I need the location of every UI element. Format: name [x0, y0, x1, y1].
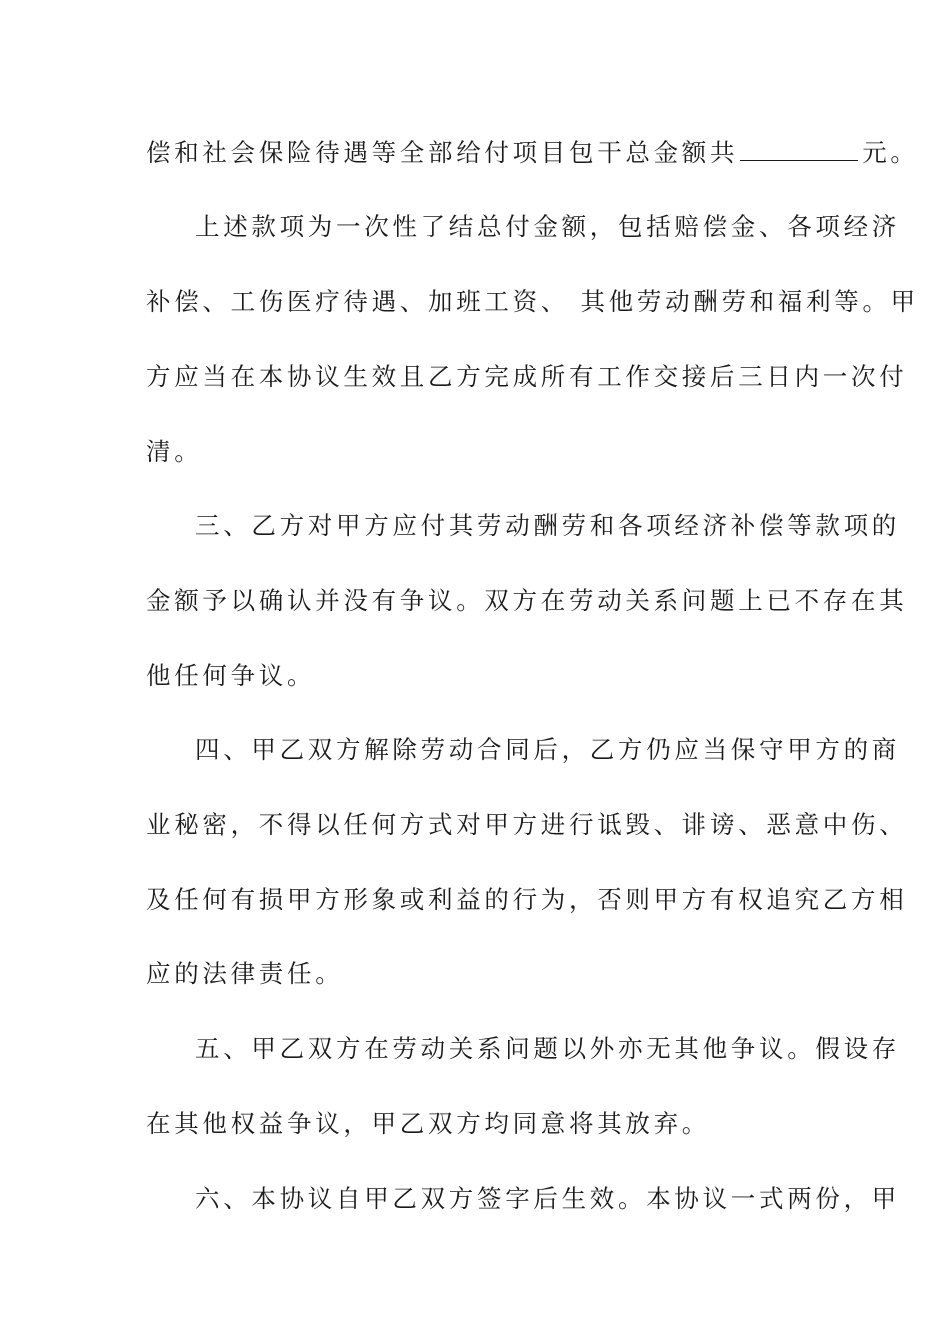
text-line-8: 他任何争议。	[146, 661, 316, 690]
text-line-2: 上述款项为一次性了结总付金额，包括赔偿金、各项经济	[195, 212, 900, 241]
text-line-11: 及任何有损甲方形象或利益的行为，否则甲方有权追究乙方相	[146, 885, 908, 914]
text-line-15: 六、本协议自甲乙双方签字后生效。本协议一式两份，甲	[195, 1184, 900, 1213]
text-line-5: 清。	[146, 437, 203, 466]
text-line-7: 金额予以确认并没有争议。双方在劳动关系问题上已不存在其	[146, 586, 908, 615]
text-line-13: 五、甲乙双方在劳动关系问题以外亦无其他争议。假设存	[195, 1034, 900, 1063]
text-line-10: 业秘密，不得以任何方式对甲方进行诋毁、诽谤、恶意中伤、	[146, 810, 908, 839]
text-line-9: 四、甲乙双方解除劳动合同后，乙方仍应当保守甲方的商	[195, 735, 900, 764]
text-line-4: 方应当在本协议生效且乙方完成所有工作交接后三日内一次付	[146, 362, 908, 391]
amount-blank-field	[740, 138, 858, 161]
text-line-12: 应的法律责任。	[146, 959, 344, 988]
text-line-6: 三、乙方对甲方应付其劳动酬劳和各项经济补偿等款项的	[195, 511, 900, 540]
text-line-14: 在其他权益争议，甲乙双方均同意将其放弃。	[146, 1109, 710, 1138]
line-1-text: 偿和社会保险待遇等全部给付项目包干总金额共	[146, 138, 739, 167]
line-1-suffix: 元。	[862, 138, 919, 167]
text-line-3: 补偿、工伤医疗待遇、加班工资、 其他劳动酬劳和福利等。甲	[146, 287, 919, 316]
text-line-1	[146, 137, 919, 169]
